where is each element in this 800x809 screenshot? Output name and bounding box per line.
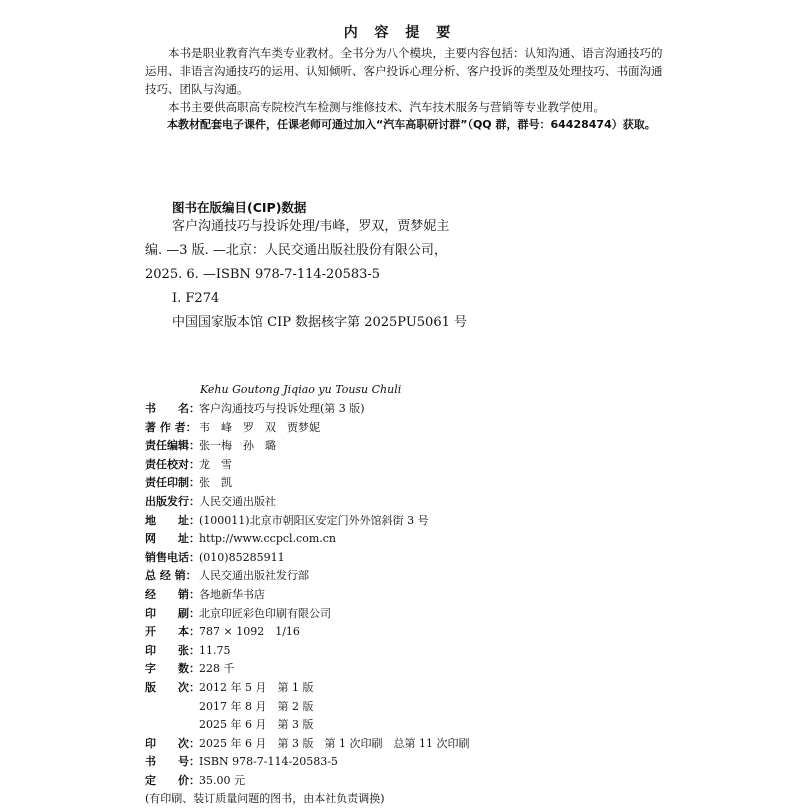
colophon-label: 版 次： xyxy=(145,680,200,694)
colophon-row xyxy=(145,586,469,605)
quality-note: (有印刷、装订质量问题的图书，由本社负责调换) xyxy=(145,792,385,806)
colophon-value: 人民交通出版社 xyxy=(199,494,276,508)
summary-paragraph: 本书是职业教育汽车类专业教材。全书分为八个模块，主要内容包括：认知沟通、语言沟通技巧的运用、非语言沟通技巧的运用、认知倾听、客户投诉心理分析、客户投诉的类型及处理技巧、书面沟通技巧、团队与沟通。 xyxy=(145,46,663,96)
colophon-label: 著 作 者： xyxy=(145,420,197,434)
colophon-value: 35.00 元 xyxy=(199,773,245,787)
colophon-value: 787 × 1092 1/16 xyxy=(199,625,300,639)
colophon-label: 销售电话： xyxy=(145,550,200,564)
colophon-value: 人民交通出版社发行部 xyxy=(199,569,309,583)
courseware-note: 本教材配套电子课件，任课老师可通过加入“汽车高职研讨群”（QQ 群，群号：64428474）获取。 xyxy=(167,118,656,131)
colophon-label xyxy=(145,716,199,735)
colophon-label: 开 本： xyxy=(145,625,200,639)
colophon-label: 字 数： xyxy=(145,662,200,676)
colophon-value: 各地新华书店 xyxy=(199,587,265,601)
colophon-value: 韦 峰 罗 双 贾梦妮 xyxy=(199,420,320,434)
colophon-value: 2025 年 6 月 第 3 版 xyxy=(199,718,314,732)
cip-number: 中国国家版本馆 CIP 数据核字第 2025PU5061 号 xyxy=(172,315,468,330)
colophon-label xyxy=(145,698,199,717)
cip-heading: 图书在版编目(CIP)数据 xyxy=(172,200,307,215)
colophon-row xyxy=(145,735,469,754)
colophon-row xyxy=(145,642,469,661)
colophon-value: 龙 雪 xyxy=(199,457,232,471)
colophon-value: 2012 年 5 月 第 1 版 xyxy=(199,680,314,694)
colophon-row xyxy=(145,698,469,717)
colophon-row xyxy=(145,605,469,624)
cip-line: Ⅰ. F274 xyxy=(172,291,220,306)
colophon-row xyxy=(145,530,469,549)
colophon-value: ISBN 978-7-114-20583-5 xyxy=(199,755,338,769)
colophon-value: 北京印匠彩色印刷有限公司 xyxy=(199,606,331,620)
colophon-label: 网 址： xyxy=(145,532,200,546)
colophon-label: 出版发行： xyxy=(145,494,200,508)
colophon-row xyxy=(145,716,469,735)
colophon xyxy=(145,400,469,809)
colophon-value: 张一梅 孙 璐 xyxy=(199,439,276,453)
colophon-row xyxy=(145,474,469,493)
colophon-row xyxy=(145,623,469,642)
colophon-label: 书 号： xyxy=(145,755,200,769)
colophon-value: 2025 年 6 月 第 3 版 第 1 次印刷 总第 11 次印刷 xyxy=(199,736,470,750)
colophon-label: 总 经 销： xyxy=(145,569,197,583)
colophon-value: 228 千 xyxy=(199,662,235,676)
cip-line: 2025. 6. —ISBN 978-7-114-20583-5 xyxy=(145,267,381,282)
colophon-label: 责任印制： xyxy=(145,476,200,490)
cip-line: 客户沟通技巧与投诉处理/韦峰，罗双，贾梦妮主 xyxy=(172,219,450,234)
colophon-row xyxy=(145,493,469,512)
colophon-label: 印 张： xyxy=(145,643,200,657)
colophon-row xyxy=(145,753,469,772)
content-summary xyxy=(145,44,665,134)
colophon-row xyxy=(145,437,469,456)
colophon-label: 印 次： xyxy=(145,736,200,750)
colophon-row xyxy=(145,456,469,475)
colophon-value: 11.75 xyxy=(199,643,231,657)
colophon-value: 客户沟通技巧与投诉处理(第 3 版) xyxy=(199,402,365,415)
colophon-row xyxy=(145,660,469,679)
colophon-row xyxy=(145,549,469,568)
colophon-row xyxy=(145,419,469,438)
colophon-row xyxy=(145,772,469,791)
colophon-label: 书 名： xyxy=(145,402,200,415)
colophon-row xyxy=(145,400,469,419)
colophon-value: (010)85285911 xyxy=(199,550,285,564)
cip-line: 编. —3 版. —北京：人民交通出版社股份有限公司， xyxy=(145,243,447,258)
colophon-value: 张 凯 xyxy=(199,476,232,490)
colophon-label: 印 刷： xyxy=(145,606,200,620)
colophon-value: (100011)北京市朝阳区安定门外外馆斜街 3 号 xyxy=(199,513,429,527)
cip-block xyxy=(145,215,665,335)
colophon-label: 定 价： xyxy=(145,773,200,787)
colophon-label: 地 址： xyxy=(145,513,200,527)
colophon-label: 责任校对： xyxy=(145,457,200,471)
colophon-value: http://www.ccpcl.com.cn xyxy=(199,532,337,546)
colophon-label: 经 销： xyxy=(145,587,200,601)
colophon-row xyxy=(145,679,469,698)
colophon-row xyxy=(145,512,469,531)
pinyin-title: Kehu Goutong Jiqiao yu Tousu Chuli xyxy=(200,383,402,396)
page-title: 内 容 提 要 xyxy=(343,25,457,41)
colophon-label: 责任编辑： xyxy=(145,439,200,453)
colophon-row xyxy=(145,567,469,586)
summary-paragraph: 本书主要供高职高专院校汽车检测与维修技术、汽车技术服务与营销等专业教学使用。 xyxy=(168,100,605,114)
colophon-value: 2017 年 8 月 第 2 版 xyxy=(199,699,314,713)
